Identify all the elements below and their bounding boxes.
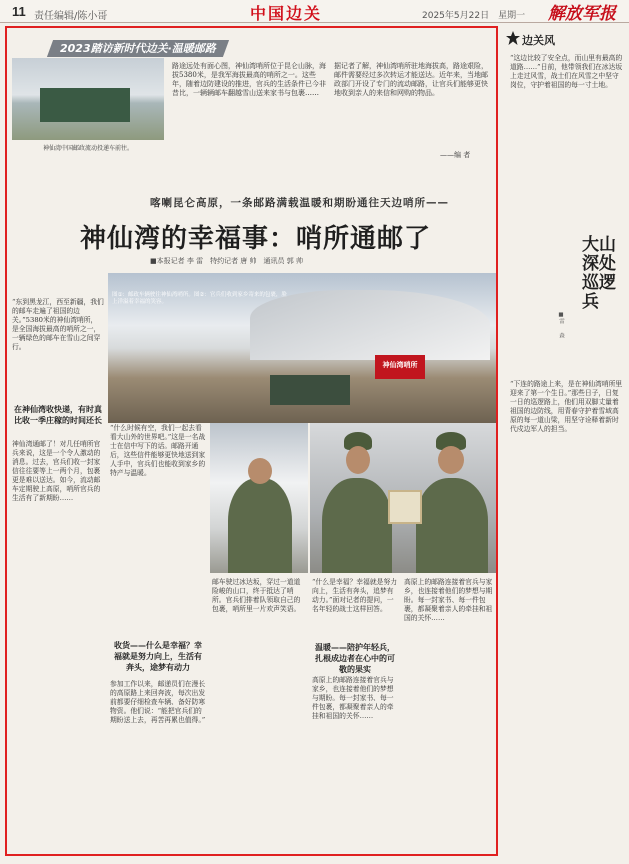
article-col2-b: 参加工作以来，邮递员们在漫长的高原路上来回奔波，每次出发前都要仔细检查车辆、备好防寒物资。他们说：“能把官兵们的期盼送上去，再苦再累也值得。” bbox=[110, 680, 206, 724]
soldier-figure bbox=[228, 478, 292, 573]
right-intro-text: “这边比较了安全点，而山里有最高的道路……”日前，他带领我们在冰达坂上走过风雪，战士们在风雪之中坚守岗位，守护着祖国的每一寸土地。 bbox=[510, 54, 623, 89]
column-title: 中国边关 bbox=[250, 4, 323, 23]
subheading-1: 在神仙湾收快递，有时真比收一季庄稼的时间还长 bbox=[14, 405, 102, 425]
soldier-figure bbox=[416, 478, 488, 573]
subheading-2: 收货——什么是幸福？幸福就是努力向上，生活有奔头，途梦有动力 bbox=[114, 641, 202, 672]
right-author: ■雷 森 bbox=[558, 312, 564, 338]
star-icon bbox=[506, 30, 520, 44]
soldier-figure bbox=[322, 478, 392, 573]
right-column-title: 边关风 bbox=[522, 34, 555, 47]
soldier-head bbox=[438, 446, 464, 474]
article-col1-a: “东到黑龙江，西至新疆，我们的邮车走遍了祖国的边关。”5380米的神仙湾哨所，是全国海拔最高的哨所之一，一辆绿色的邮车在雪山之间穿行。 bbox=[12, 298, 104, 351]
series-label: 2023踏访新时代边关·温暖邮路 bbox=[60, 42, 216, 55]
main-headline: 神仙湾的幸福事：哨所通邮了 bbox=[80, 224, 432, 254]
issue-date: 2025年5月22日 星期一 bbox=[422, 11, 526, 21]
soldier-head bbox=[248, 458, 272, 484]
intro-signature: ——编 者 bbox=[440, 151, 471, 159]
soldier-head bbox=[346, 446, 370, 474]
package-box bbox=[388, 490, 422, 524]
intro-text-left: 路途远处有面心图，神仙湾哨所位于昆仑山脉，海拔5380米，是我军海拔最高的哨所之一。这些年，随着边防建设的推进，官兵的生活条件已今非昔比，一辆辆邮车翻越雪山送来家书与包裹…… bbox=[172, 62, 326, 97]
photo2-caption: 图①：邮政车辆驶往神仙湾哨所。图②：官兵们收到家乡寄来的包裹，脸上洋溢着幸福的笑容。 bbox=[112, 292, 287, 305]
article-col1-b: 神仙湾通邮了！对几任哨所官兵来说，这是一个令人激动的消息。过去，官兵们收一封家信往往要等上一两个月，包裹更是难以送达。如今，流动邮车定期驶上高原，哨所官兵的生活有了新期盼…… bbox=[12, 440, 101, 502]
photo1-caption: 神仙湾中国邮政流动投递车前往。 bbox=[42, 145, 133, 152]
byline: ■本报记者 李 雷 特约记者 唐 帅 通讯员 郭 帅 bbox=[150, 257, 303, 265]
editor-credit: 责任编辑/陈小哥 bbox=[34, 11, 108, 22]
article-col5: 高原上的邮路连接着官兵与家乡，也连接着他们的梦想与期盼。每一封家书、每一件包裹，都凝聚着亲人的牵挂和祖国的关怀…… bbox=[404, 578, 493, 622]
article-col2-a: “什么时候有空，我们一起去看看大山外的世界吧。”这是一名战士在信中写下的话。邮路开通后，这些信件能够更快地送到家人手中，官兵们也能收到家乡的特产与温暖。 bbox=[110, 424, 206, 477]
subheading-3: 温暖——陪护年轻兵，扎根成边者在心中的可敬的果实 bbox=[315, 643, 395, 674]
truck-icon bbox=[270, 375, 350, 405]
newspaper-brand: 解放军报 bbox=[548, 4, 616, 24]
right-body-text: “下连的路途上来，是在神仙湾哨所里迎来了第一个生日。”那些日子，日复一日的巡逻路上，他们用双脚丈量着祖国的边防线，用青春守护着雪域高原的每一道山梁，用坚守诠释着新时代戍边军人的担当。 bbox=[510, 380, 623, 433]
outpost-sign-text: 神仙湾哨所 bbox=[382, 361, 418, 369]
article-col4-a: “什么是幸福？幸福就是努力向上，生活有奔头，追梦有动力。”面对记者的提问，一名年轻的战士这样回答。 bbox=[312, 578, 398, 613]
page-number: 11 bbox=[12, 4, 26, 19]
kicker: 喀喇昆仑高原，一条邮路满载温暖和期盼通往天边哨所—— bbox=[150, 197, 449, 209]
article-col4-b: 高原上的邮路连接着官兵与家乡，也连接着他们的梦想与期盼。每一封家书、每一件包裹，都凝聚着亲人的牵挂和祖国的关怀…… bbox=[312, 676, 394, 720]
intro-text-right: 据记者了解，神仙湾哨所驻地海拔高，路途艰险，邮件需要经过多次转运才能送达。近年来，当地邮政部门开设了专门的流动邮路，让官兵们能够更快地收到亲人的来信和网购的物品。 bbox=[334, 62, 488, 97]
right-headline: 大山深处巡逻兵 bbox=[582, 235, 616, 312]
truck-icon bbox=[40, 88, 130, 122]
article-col3-a: 邮车驶过冰达坂，穿过一道道险峻的山口，终于抵达了哨所。官兵们排着队领取自己的包裹，哨所里一片欢声笑语。 bbox=[212, 578, 301, 613]
